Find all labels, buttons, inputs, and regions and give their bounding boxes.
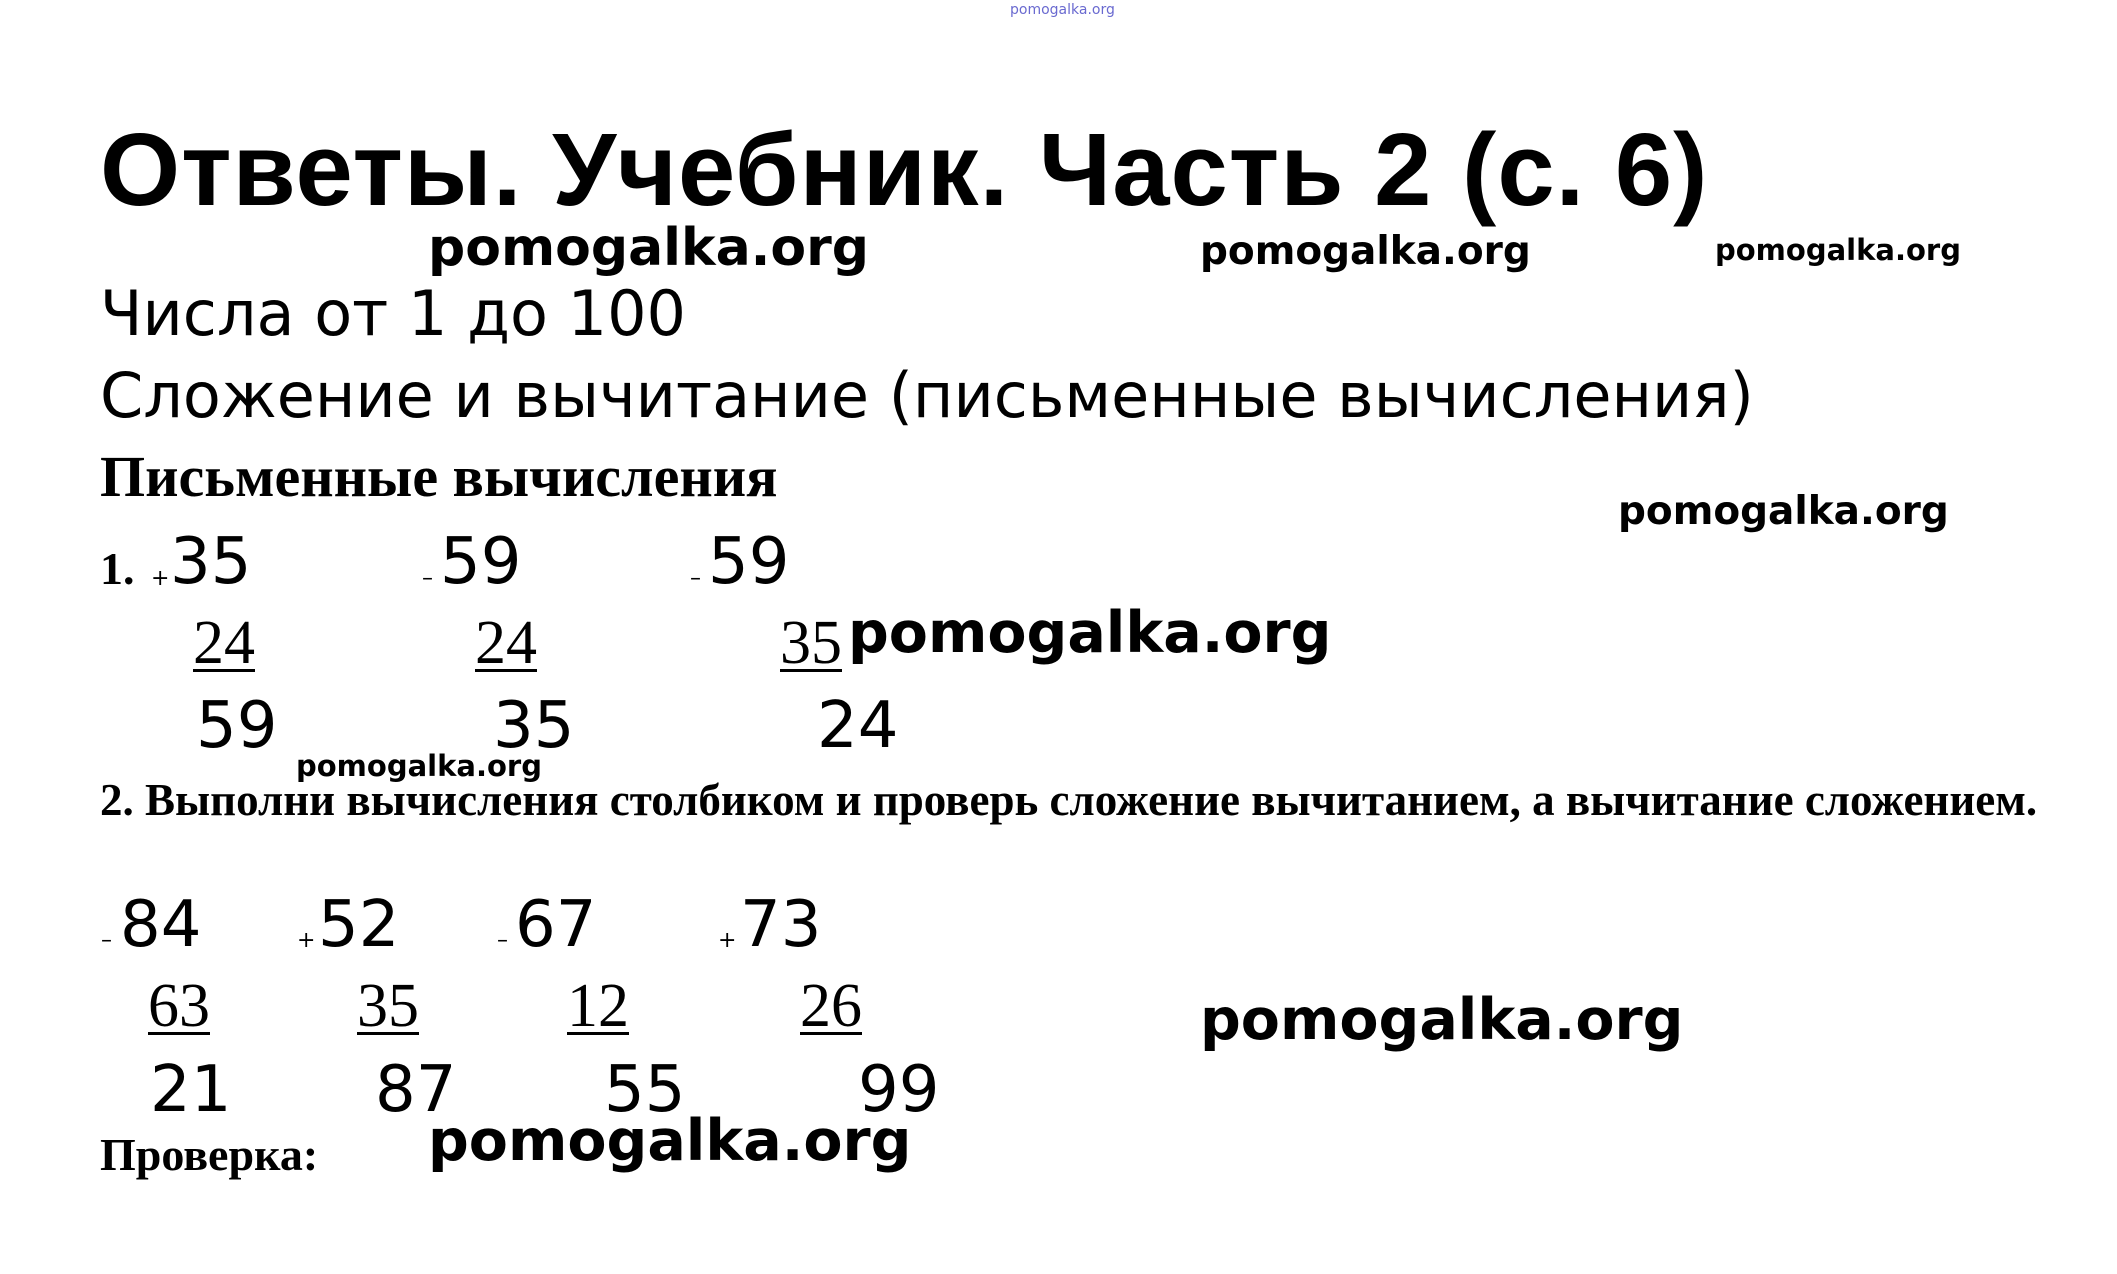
column-result: 99 — [858, 1053, 940, 1127]
column-top-number: 52 — [318, 888, 400, 962]
column-sign: – — [101, 928, 112, 953]
column-sign: + — [718, 928, 737, 953]
column-top-number: 59 — [708, 525, 790, 599]
subtitle-topic: Числа от 1 до 100 — [100, 277, 686, 350]
column-result: 59 — [196, 689, 278, 763]
column-bottom-number: 35 — [780, 609, 842, 677]
column-result: 87 — [375, 1053, 457, 1127]
column-sign: – — [690, 566, 701, 591]
column-bottom-number: 63 — [148, 972, 210, 1040]
column-top-number: 84 — [120, 888, 202, 962]
column-top-number: 73 — [740, 888, 822, 962]
column-sign: – — [422, 566, 433, 591]
check-label: Проверка: — [100, 1129, 319, 1180]
column-bottom-number: 35 — [357, 972, 419, 1040]
watermark: pomogalka.org — [848, 600, 1332, 666]
column-bottom-number: 12 — [567, 972, 629, 1040]
column-result: 55 — [604, 1053, 686, 1127]
section-heading: Письменные вычисления — [100, 444, 778, 509]
watermark: pomogalka.org — [296, 749, 542, 783]
task-1-label: 1. — [100, 543, 135, 594]
watermark: pomogalka.org — [1200, 229, 1531, 274]
watermark: pomogalka.org — [1715, 233, 1961, 267]
page-title: Ответы. Учебник. Часть 2 (с. 6) — [100, 112, 1709, 227]
column-bottom-number: 24 — [193, 609, 255, 677]
column-bottom-number: 26 — [800, 972, 862, 1040]
watermark: pomogalka.org — [1618, 489, 1949, 534]
column-result: 21 — [150, 1053, 232, 1127]
column-top-number: 67 — [515, 888, 597, 962]
column-top-number: 59 — [440, 525, 522, 599]
column-sign: + — [151, 566, 170, 591]
column-sign: + — [297, 928, 316, 953]
column-result: 24 — [817, 689, 899, 763]
column-top-number: 35 — [170, 525, 252, 599]
subtitle-subtopic: Сложение и вычитание (письменные вычисления) — [100, 359, 1754, 432]
column-sign: – — [497, 928, 508, 953]
task-2-text: 2. Выполни вычисления столбиком и проверь сложение вычитанием, а вычитание сложением. — [100, 775, 2038, 825]
watermark: pomogalka.org — [428, 218, 870, 278]
column-bottom-number: 24 — [475, 609, 537, 677]
watermark: pomogalka.org — [428, 1108, 912, 1174]
watermark: pomogalka.org — [1200, 987, 1684, 1053]
column-result: 35 — [493, 689, 575, 763]
watermark-top: pomogalka.org — [1010, 2, 1115, 18]
